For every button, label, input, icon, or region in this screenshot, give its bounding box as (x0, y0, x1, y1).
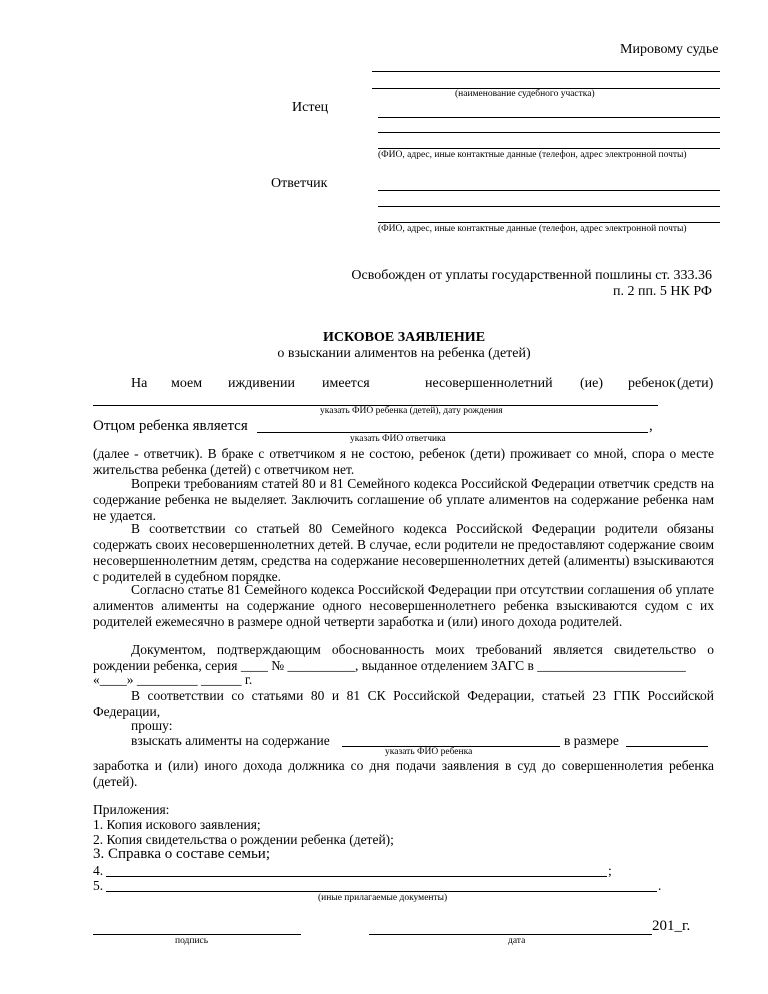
court-note: (наименование судебного участка) (455, 89, 595, 99)
date-line (369, 934, 652, 935)
signature-note: подпись (175, 936, 209, 946)
paragraph-4: Согласно статье 81 Семейного кодекса Российской Федерации при отсутствии соглашения об уплате алиментов алименты на содержание одного несовершеннолетнего ребенка взыскиваются судом с их родителей ежемесячно в размере одной четверти заработка и (или) иного дохода родителей. (93, 582, 714, 629)
attachments-heading: Приложения: (93, 802, 170, 817)
intro-word-5: несовершеннолетний (425, 376, 553, 391)
paragraph-1: (далее - ответчик). В браке с ответчиком я не состою, ребенок (дети) проживает со мной, спора о месте жительства ребенка (детей) с ответчиком нет. (93, 446, 714, 477)
attachment-line-5 (106, 891, 657, 892)
intro-word-2: моем (171, 376, 203, 391)
attachment-item-4: 4. (93, 863, 104, 878)
attachment-item-5: 5. (93, 878, 104, 893)
intro-word-6: (ие) (580, 376, 604, 391)
defendant-contacts-note: (ФИО, адрес, иные контактные данные (телефон, адрес электронной почты) (378, 224, 687, 234)
claim-rest: заработка и (или) иного дохода должника со дня подачи заявления в суд до совершеннолетия ребенка (детей). (93, 758, 714, 789)
attachment-item-3: 3. Справка о составе семьи; (93, 846, 271, 862)
fee-line-1: Освобожден от уплаты государственной пошлины ст. 333.36 (351, 268, 712, 283)
document-title: ИСКОВОЕ ЗАЯВЛЕНИЕ (322, 330, 486, 345)
defendant-line-3 (378, 222, 720, 223)
plaintiff-contacts-note: (ФИО, адрес, иные контактные данные (телефон, адрес электронной почты) (378, 150, 687, 160)
judge-label: Мировому судье (620, 42, 719, 57)
father-name-line (257, 432, 648, 433)
date-note: дата (508, 936, 526, 946)
attachment-item-2: 2. Копия свидетельства о рождении ребенка (детей); (93, 832, 394, 847)
plaintiff-label: Истец (292, 100, 329, 115)
attachment-item-1: 1. Копия искового заявления; (93, 817, 261, 832)
attachment-item-5-end: . (658, 878, 662, 893)
paragraph-3: В соответствии со статьей 80 Семейного кодекса Российской Федерации родители обязаны содержать своих несовершеннолетних детей. В случае, если родители не предоставляют содержание своим несовершеннолетним детям, средства на содержание несовершеннолетних детей (алименты) взыскиваются с родителей в судебном порядке. (93, 521, 714, 584)
defendant-label: Ответчик (271, 176, 328, 191)
claim-prefix: взыскать алименты на содержание (131, 733, 330, 748)
paragraph-6: В соответствии со статьями 80 и 81 СК Российской Федерации, статьей 23 ГПК Российской Федерации, (93, 688, 714, 719)
attachment-line-4 (106, 876, 607, 877)
claim-child-note: указать ФИО ребенка (385, 747, 473, 757)
intro-word-8: (дети) (677, 376, 714, 391)
intro-word-7: ребенок (628, 376, 676, 391)
claim-amount-line (626, 746, 708, 747)
defendant-line-1 (378, 190, 720, 191)
intro-word-1: На (131, 376, 148, 391)
fee-line-2: п. 2 пп. 5 НК РФ (612, 284, 712, 299)
defendant-line-2 (378, 206, 720, 207)
plaintiff-line-2 (378, 132, 720, 133)
court-line-1 (372, 71, 720, 72)
father-suffix: , (649, 418, 653, 434)
paragraph-5-date: «____» _________ ______ г. (93, 672, 253, 687)
intro-word-3: иждивении (228, 376, 295, 391)
date-year: 201_г. (652, 918, 691, 934)
claim-mid: в размере (564, 733, 619, 748)
paragraph-2: Вопреки требованиям статей 80 и 81 Семейного кодекса Российской Федерации ответчик средств на содержание ребенка не выделяет. Заключить соглашение об уплате алиментов на содержание ребенка нам не удается. (93, 476, 714, 523)
father-name-note: указать ФИО ответчика (350, 434, 446, 444)
paragraph-5: Документом, подтверждающим обоснованность моих требований является свидетельство о рождении ребенка, серия ____ № __________, выданное отделением ЗАГС в ______________________ (93, 642, 714, 673)
plaintiff-line-1 (378, 117, 720, 118)
father-prefix: Отцом ребенка является (93, 418, 248, 434)
attachments-note: (иные прилагаемые документы) (318, 893, 448, 903)
child-name-note: указать ФИО ребенка (детей), дату рождения (320, 406, 503, 416)
intro-word-4: имеется (322, 376, 370, 391)
plaintiff-line-3 (378, 148, 720, 149)
signature-line (93, 934, 301, 935)
document-subtitle: о взыскании алиментов на ребенка (детей) (277, 346, 531, 361)
attachment-item-4-end: ; (608, 863, 612, 878)
ask-word: прошу: (131, 718, 173, 733)
